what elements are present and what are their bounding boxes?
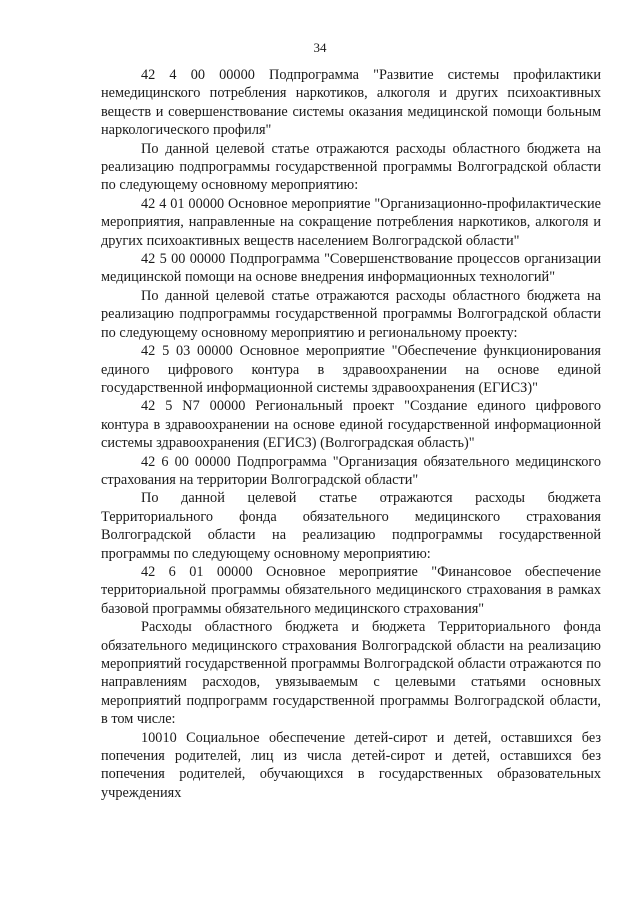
- paragraph-expenses-note: По данной целевой статье отражаются расходы областного бюджета на реализацию подпрограммы государственной программы Волгоградской области по следующему основному мероприятию:: [101, 140, 601, 194]
- paragraph-activity-42-6-01: 42 6 01 00000 Основное мероприятие "Финансовое обеспечение территориальной программы обязательного медицинского страхования в рамках базовой программы обязательного медицинского страхования": [101, 563, 601, 617]
- document-body: [101, 66, 601, 802]
- paragraph-expenses-note: По данной целевой статье отражаются расходы областного бюджета на реализацию подпрограммы государственной программы Волгоградской области по следующему основному мероприятию и региональному проекту:: [101, 287, 601, 341]
- paragraph-expenses-directions: Расходы областного бюджета и бюджета Территориального фонда обязательного медицинского страхования Волгоградской области на реализацию мероприятий государственной программы Волгоградской области отражаются по направлениям расходов, увязываемым с целевыми статьями основных мероприятий подпрограмм государственной программы Волгоградской области, в том числе:: [101, 619, 601, 728]
- page-number: 34: [313, 40, 327, 55]
- paragraph-project-42-5-n7: 42 5 N7 00000 Региональный проект "Создание единого цифрового контура в здравоохранении на основе единой государственной информационной системы здравоохранения (ЕГИСЗ) (Волгоградская область)": [101, 398, 601, 452]
- paragraph-subprogram-42-6: 42 6 00 00000 Подпрограмма "Организация обязательного медицинского страхования на территории Волгоградской области": [101, 453, 601, 488]
- paragraph-subprogram-42-5: 42 5 00 00000 Подпрограмма "Совершенствование процессов организации медицинской помощи на основе внедрения информационных технологий": [101, 251, 601, 286]
- paragraph-activity-42-5-03: 42 5 03 00000 Основное мероприятие "Обеспечение функционирования единого цифрового контура в здравоохранении на основе единой государственной информационной системы здравоохранения (ЕГИСЗ)": [101, 343, 601, 396]
- paragraph-subprogram-42-4: 42 4 00 00000 Подпрограмма "Развитие системы профилактики немедицинского потребления наркотиков, алкоголя и других психоактивных веществ и совершенствование системы оказания медицинской помощи больным наркологического профиля": [101, 67, 601, 139]
- paragraph-direction-10010: 10010 Социальное обеспечение детей-сирот и детей, оставшихся без попечения родителей, лиц из числа детей-сирот и детей, оставшихся без попечения родителей, обучающихся в государственных образовательных учреждениях: [101, 729, 601, 801]
- paragraph-expenses-note: По данной целевой статье отражаются расходы бюджета Территориального фонда обязательного медицинского страхования Волгоградской области на реализацию подпрограммы государственной программы по следующему основному мероприятию:: [101, 490, 601, 562]
- paragraph-activity-42-4-01: 42 4 01 00000 Основное мероприятие "Организационно-профилактические мероприятия, направленные на сокращение потребления наркотиков, алкоголя и других психоактивных веществ населением Волгоградской области": [101, 195, 601, 249]
